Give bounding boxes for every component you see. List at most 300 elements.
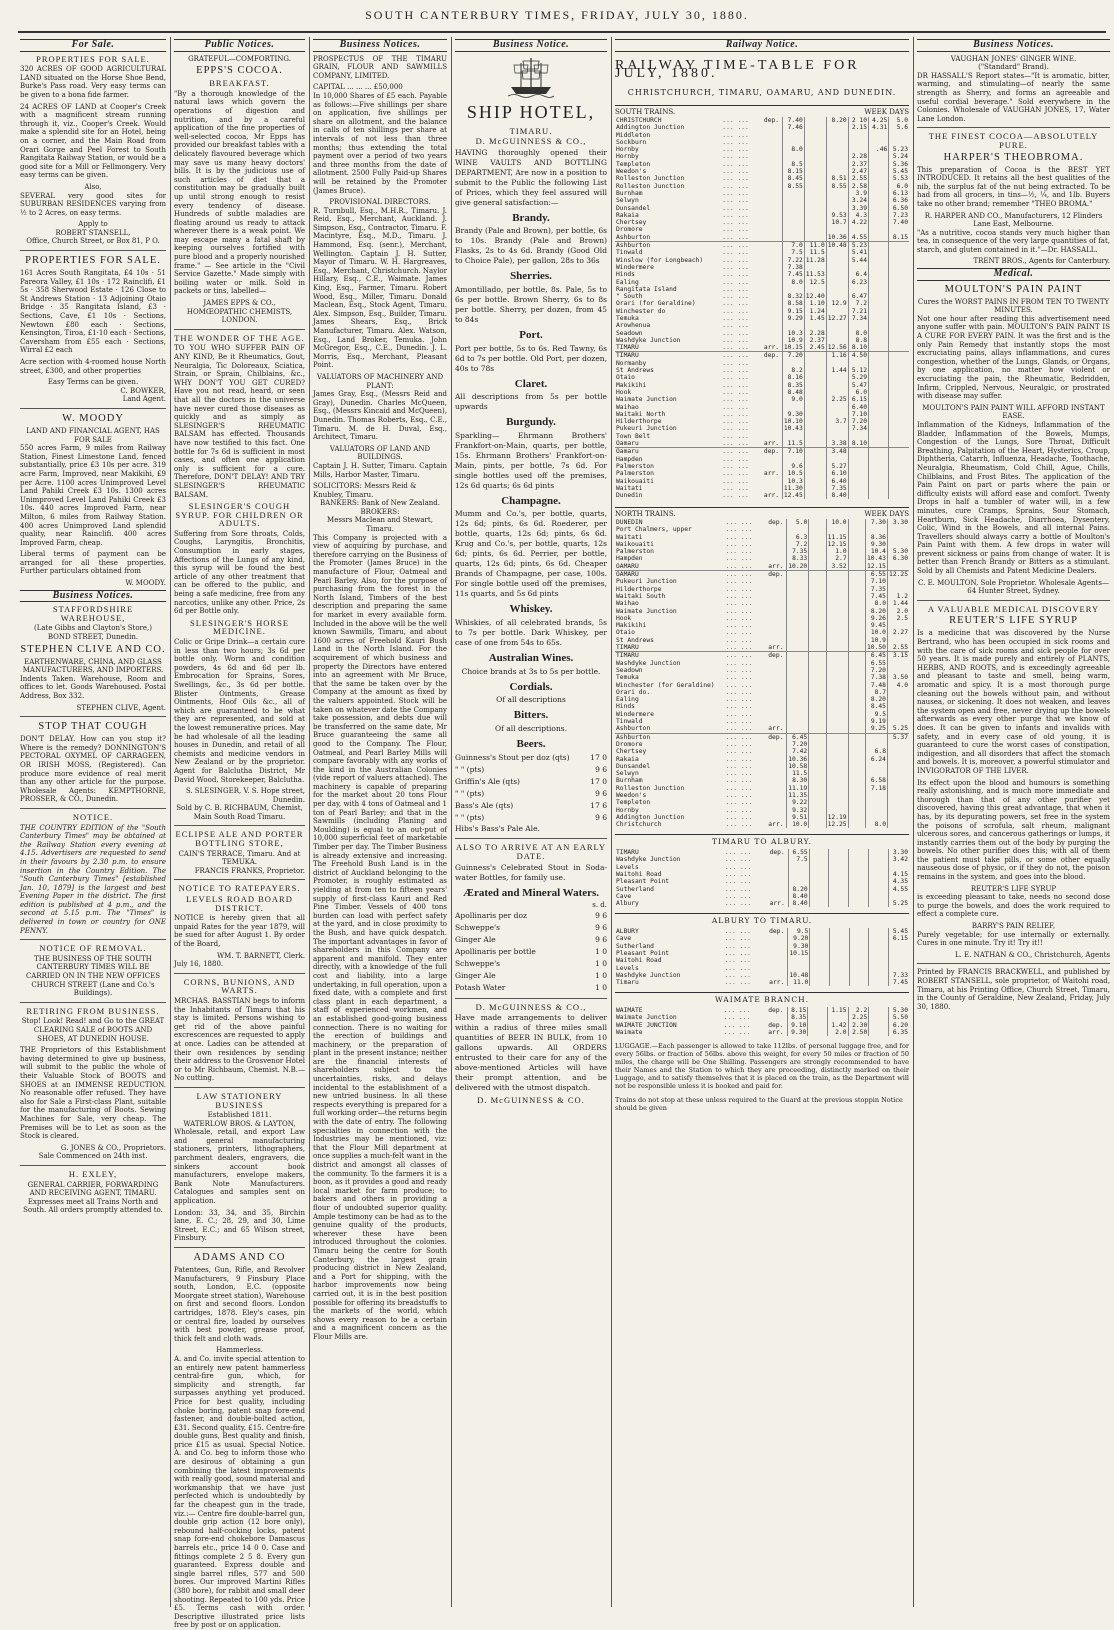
train-time — [826, 777, 848, 784]
section-heading: Business Notices. — [917, 39, 1110, 52]
train-time — [829, 893, 849, 900]
column-public-notices — [172, 37, 309, 1630]
train-time — [809, 893, 829, 900]
divider — [174, 1247, 305, 1248]
train-time — [848, 146, 868, 153]
train-time — [869, 433, 889, 440]
train-time — [804, 448, 826, 456]
timetable-row — [615, 637, 909, 644]
train-time — [826, 132, 848, 139]
train-time — [787, 571, 809, 579]
leader-dots: ... ... — [722, 278, 749, 286]
leader-dots: ... ... — [722, 175, 749, 183]
station-name: Hook — [616, 388, 632, 396]
train-time — [788, 864, 809, 871]
leader-dots: ... ... — [722, 367, 749, 375]
train-time — [804, 226, 826, 233]
train-time — [804, 440, 826, 448]
train-time: 8.7 — [866, 689, 888, 696]
leader-dots: ... ... — [725, 681, 753, 689]
train-time — [804, 234, 826, 242]
hotel-owner: D. McGUINNESS & CO., — [475, 1001, 587, 1012]
arr-dep-label — [763, 286, 782, 293]
train-time — [887, 821, 909, 828]
train-time — [804, 205, 826, 212]
train-time — [848, 615, 865, 622]
station-name: Washdyke Junction — [616, 659, 681, 667]
price-row — [455, 958, 607, 970]
ad-subtitle: BARRY'S PAIN RELIEF, — [971, 922, 1056, 931]
train-time — [787, 652, 809, 660]
train-time: 5.25 — [888, 900, 909, 907]
train-time: 8.20 — [788, 886, 809, 893]
leader-dots: ... ... — [724, 935, 751, 943]
train-time: 9.32 — [787, 807, 809, 814]
train-time — [804, 492, 826, 499]
item-price: 17 0 — [590, 753, 607, 763]
ad-title: THE FINEST COCOA—ABSOLUTELY PURE. — [928, 131, 1099, 150]
train-time — [889, 367, 909, 374]
train-time — [804, 139, 826, 146]
train-time: 3.24 — [848, 197, 868, 204]
section-heading: For Sale. — [20, 39, 166, 52]
train-time — [869, 132, 889, 139]
train-time — [869, 197, 889, 204]
leader-dots: ... ... — [724, 971, 751, 979]
train-time: 10.36 — [827, 233, 847, 241]
ad-body: Colic or Gripe Drink—a certain cure in less than two hours; 3s 6d per bottle only. Worm and condition powders, 4s 6d and 6d per lb. Embrocation for Sprains, Sores, Swellings, &c., 3s 6d per bottle. Blister Ointments, Grease Ointments, Hoof Oils &c., all of which are guaranteed to be what they are represented, and sold at the lowest remunerative prices. May be had wholesale of all the leading houses in Dunedin, and retail of all chemists and medicine vendors in New Zealand or by the proprietor. Agent for Balclutha District, Mr David Wood, Storekeeper, Balclutha. — [174, 638, 305, 784]
train-time — [849, 886, 869, 893]
price-row — [455, 970, 607, 982]
station-name: Oamaru — [615, 448, 721, 456]
price-list: Mumm and Co.'s, per bottle, quarts, 12s 6d; pints, 6s 6d. Roederer, per bottle, quarts, 12s 6d; pints, 6s 6d. Krug and Co.'s, per bottle, quarts, 12s 6d; pints, 6s 6d. Perrier, per bottle, quarts, 12s 6d; pints, 6s 6d. Cheaper Brands of Champagne, per case, 100s. For single bottle used off the premises, 11s quarts, and 5s 6d pints — [455, 509, 607, 599]
station-name: Windermere — [616, 710, 654, 718]
arr-dep-label — [767, 748, 787, 755]
station-name: OAMARU — [616, 562, 639, 570]
train-time — [826, 741, 848, 748]
train-time — [887, 792, 909, 799]
ad-title: H. EXLEY, — [68, 1168, 118, 1179]
ad-signature: JAMES EPPS & CO., HOMŒOPATHIC CHEMISTS, LONDON. — [186, 299, 293, 325]
leader-dots: ... ... — [725, 710, 753, 718]
train-time: 10.43 — [867, 555, 886, 563]
ad-signature: WM. T. BARNETT, Clerk. — [216, 951, 305, 960]
train-time — [848, 711, 865, 718]
train-time — [804, 433, 826, 440]
price-list: Of all descriptions — [496, 695, 566, 705]
station-name: Hilderthorpe — [616, 418, 662, 426]
train-time — [848, 264, 868, 271]
train-time — [868, 893, 888, 900]
train-time — [826, 205, 848, 212]
train-time: 1.44 — [826, 367, 848, 374]
station-name: Dromore — [616, 226, 643, 234]
train-time: 7.10 — [866, 578, 888, 585]
arr-dep-label — [768, 943, 788, 950]
leader-dots: ... ... — [722, 285, 749, 293]
train-time: 2.15 — [848, 124, 868, 131]
train-time — [829, 849, 849, 856]
timetable-row — [615, 448, 909, 456]
train-time: 3.9 — [848, 190, 868, 197]
timetable-row — [615, 792, 909, 799]
leader-dots: ... ... — [723, 1007, 751, 1014]
price-row — [455, 764, 607, 776]
train-time — [826, 785, 848, 792]
train-time: 7.33 — [888, 972, 909, 979]
station-name: Seadown — [616, 329, 643, 337]
train-time — [887, 660, 909, 667]
ad-title: ADAMS AND CO — [193, 1252, 286, 1263]
train-time: 9.15 — [782, 308, 804, 315]
train-time — [869, 1029, 888, 1036]
station-name: Levels — [616, 863, 639, 871]
train-time: 8.0 — [866, 821, 888, 828]
train-time: 3.50 — [887, 674, 909, 681]
train-time: 8.55 — [782, 183, 804, 190]
train-time — [804, 470, 826, 477]
arr-dep-label: dep. — [767, 733, 787, 741]
train-time — [782, 219, 804, 226]
train-time — [888, 893, 909, 900]
timetable-row — [615, 979, 909, 986]
train-time — [868, 886, 888, 893]
train-time: 7.23 — [889, 212, 909, 219]
train-time: 7.34 — [848, 425, 868, 432]
train-time — [848, 622, 865, 629]
train-time — [869, 212, 889, 219]
train-time: 8.0 — [782, 279, 804, 286]
train-time: 6.55 — [866, 660, 888, 667]
ad-title: W. MOODY — [62, 412, 124, 424]
train-time — [809, 578, 826, 585]
train-time — [809, 541, 826, 548]
item-price: 9 6 — [595, 765, 607, 775]
station-name: Cave — [616, 935, 632, 943]
ad-body: Acre section with 4-roomed house North street, £300, and other properties — [20, 358, 166, 375]
train-time: 5.29 — [848, 374, 868, 381]
train-time: 10.43 — [783, 425, 803, 433]
train-time — [849, 972, 869, 979]
train-time — [887, 785, 909, 792]
timetable-row — [615, 418, 909, 425]
train-time — [889, 463, 909, 470]
station-name: Hampden — [616, 455, 643, 463]
train-time: 8.35 — [787, 1014, 808, 1021]
price-row — [455, 800, 607, 812]
train-time: 9.19 — [866, 718, 888, 725]
station-name: Winchester (for Geraldine) — [616, 681, 715, 689]
arr-dep-label — [763, 279, 782, 286]
train-time: 8.15 — [782, 168, 804, 175]
train-time — [889, 300, 909, 307]
train-time: 7.35 — [826, 485, 848, 492]
station-name: ALBURY — [616, 928, 639, 936]
train-time — [829, 943, 849, 950]
train-time: 6.15 — [848, 396, 868, 403]
train-time — [869, 957, 889, 964]
train-time — [869, 271, 889, 278]
ad-date: July 16, 1880. — [174, 960, 224, 969]
train-time: 10.48 — [789, 971, 809, 979]
train-time — [787, 711, 809, 718]
leader-dots: ... ... — [725, 696, 753, 704]
train-time: 11.28 — [805, 256, 825, 264]
train-time — [809, 593, 826, 600]
train-time — [787, 615, 809, 622]
timetable-row — [615, 175, 909, 182]
train-time — [826, 226, 848, 233]
leader-dots: ... ... — [724, 878, 752, 886]
ad-title: NOTICE. — [72, 811, 114, 822]
train-time — [848, 563, 865, 571]
timetable-row — [615, 871, 909, 878]
train-time: 1.24 — [804, 308, 826, 315]
leader-dots: ... ... — [722, 197, 749, 205]
leader-dots: ... ... — [725, 562, 753, 570]
ad-body: Guinness's Celebrated Stout in Soda-water Bottles, for family use. — [455, 862, 607, 882]
train-time: 10.3 — [782, 478, 804, 485]
station-name: Rolleston Junction — [616, 182, 685, 190]
leader-dots: ... ... — [722, 124, 749, 132]
train-time: 6.55 — [866, 571, 888, 579]
train-time — [868, 849, 888, 856]
arr-dep-label — [767, 622, 787, 629]
leader-dots: ... ... — [722, 307, 749, 315]
leader-dots: ... ... — [723, 1021, 751, 1029]
ad-body: A. and Co. invite special attention to an entirely new patent hammerless central-fire gun, which, for simplicity and strength, far surpasses anything yet produced. Price for best quality, including choke boring, patent snap fore-end fastener, and double-bolted action, £31. Second quality, £15. Centre-fire double guns, Best quality and finish, price £15 as usual. Special Notice. A. and Co. beg to inform those who are desirous of obtaining a gun combining the latest improvements with really good, sound material and workmanship that we have just perfected which is undoubtedly by far the cheapest gun in the trade, viz.:— Centre fire double-barrel gun, double grip action (12 bore only), rebound half-cocking locks, patent snap fore-end chokebore Damascus barrels etc., price 14 0 0. Case and fittings complete 2 5 8. Every gun guaranteed. Express double and single barrel rifles, 577 and 500 bores. Our improved Martini Rifles (380 bore), for rabbit and small deer shooting. Repeated to 100 yds. Price £5. Terms cash with order. Descriptive illustrated price lists free by post or on application. — [174, 1354, 305, 1630]
train-time — [809, 748, 826, 755]
train-time — [848, 770, 865, 777]
train-time — [804, 389, 826, 396]
station-name: Waitati — [616, 533, 643, 541]
train-time: 5.30 — [887, 548, 909, 555]
train-time — [809, 703, 826, 710]
train-time — [804, 360, 826, 367]
train-time — [809, 871, 829, 878]
train-time — [868, 864, 888, 871]
train-time — [809, 785, 826, 792]
train-time: 5.12 — [848, 367, 868, 374]
train-time — [869, 234, 889, 242]
ad-body: Have made arrangements to deliver within a radius of three miles small quantities of BEER IN BULK, from 10 gallons upwards. All ORDERS entrusted to their care for any of the above-mentioned Articles will have their prompt attention, and be delivered with the utmost dispatch. — [455, 1013, 607, 1093]
train-time: 2.28 — [848, 153, 868, 160]
leader-dots: ... ... — [725, 592, 753, 600]
station-name: Otaio — [616, 374, 635, 382]
leader-dots: ... ... — [722, 271, 749, 279]
station-name: Waitati — [616, 484, 643, 492]
train-time — [809, 777, 826, 784]
divider — [455, 998, 607, 999]
arr-dep-label — [767, 526, 787, 533]
train-time — [826, 644, 848, 652]
train-time — [808, 1007, 827, 1014]
divider — [20, 250, 166, 251]
train-time — [782, 360, 804, 367]
item-name: Apollinaris per doz — [455, 910, 527, 920]
train-time — [809, 622, 826, 629]
arr-dep-label — [763, 433, 782, 440]
train-time — [848, 756, 865, 763]
train-time — [869, 1022, 888, 1029]
ad-body: NOTICE is hereby given that all unpaid Rates for the year 1879, will be sued for after August 1. By order of the Board, — [174, 914, 305, 948]
train-time: 4.25 — [869, 117, 889, 124]
arr-dep-label: arr. — [763, 470, 780, 478]
train-time: 8.10 — [848, 344, 868, 352]
train-time — [869, 382, 889, 389]
timetable-row — [615, 593, 909, 600]
train-time: 10.50 — [867, 644, 886, 652]
leader-dots: ... ... — [725, 555, 753, 563]
train-time: 9.5 — [788, 928, 810, 935]
arr-dep-label — [767, 799, 787, 806]
train-time — [869, 1007, 888, 1014]
train-time — [809, 864, 829, 871]
train-time — [804, 396, 826, 403]
train-time: 4.55 — [848, 234, 868, 242]
train-time — [848, 555, 865, 562]
timetable-row — [615, 264, 909, 271]
divider — [917, 127, 1110, 128]
leader-dots: ... ... — [722, 462, 749, 470]
leader-dots: ... ... — [724, 849, 752, 857]
timetable-row — [615, 470, 909, 477]
ad-title: PROPERTIES FOR SALE. — [25, 255, 161, 267]
train-time: 3.38 — [826, 440, 848, 448]
train-time — [809, 878, 829, 885]
timetable-row — [615, 190, 909, 197]
train-time — [826, 799, 848, 806]
train-time: 12.5 — [804, 279, 826, 286]
printer-imprint: Printed by FRANCIS BRACKWELL, and published by ROBERT STANSELL, sole proprietor, of Waitohi road, Timaru, at his Printing Office, Church Street, Timaru, in the County of Geraldine, New Zealand, Friday, July 30, 1880. — [917, 968, 1110, 1011]
arr-dep-label — [767, 660, 787, 667]
train-time — [849, 864, 869, 871]
train-time — [889, 425, 909, 432]
train-time: 8.16 — [782, 374, 804, 381]
item-name: " " (pts) — [455, 765, 485, 775]
station-name: Waihao — [616, 600, 639, 608]
train-time: 11.5 — [787, 770, 809, 777]
train-time — [829, 886, 849, 893]
train-time — [787, 682, 809, 689]
price-list: Of all descriptions. — [494, 723, 568, 733]
train-time — [887, 541, 909, 548]
leader-dots: ... ... — [722, 160, 749, 168]
timetable-row — [615, 748, 909, 755]
train-time — [782, 190, 804, 197]
train-time: 3.30 — [887, 519, 909, 526]
leader-dots: ... ... — [722, 344, 749, 352]
train-time — [889, 286, 909, 293]
price-heading: Bitters. — [513, 709, 549, 722]
station-name: Makikihi — [616, 622, 647, 630]
station-name: Oamaru — [616, 440, 639, 448]
train-time — [887, 586, 909, 593]
leader-dots: ... ... — [724, 870, 752, 878]
train-time: 10.58 — [788, 762, 808, 770]
train-time — [848, 660, 865, 667]
train-time — [889, 264, 909, 271]
train-time — [788, 871, 809, 878]
train-time: 8.40 — [788, 900, 809, 907]
ad-address: Office, Church Street, or Box 81, P O. — [26, 237, 160, 246]
train-time — [887, 763, 909, 770]
train-time — [809, 637, 826, 644]
train-time — [848, 652, 865, 660]
ad-body: THE COUNTRY EDITION of the "South Canterbury Times" may be obtained at the Railway Station every evening at 4.15. Advertisers are requested to send in their favours by 2.30 p.m. to ensure insertion in the Country Edition. The "South Canterbury Times" [established Jan. 10, 1879] is the largest and best Evening Paper in the district. The first edition is published at 4 p.m., and the second at 5.15 p.m. The "Times" is delivered in town or country for ONE PENNY. — [20, 823, 166, 935]
ad-body: Suffering from Sore throats, Colds, Coughs, Laryngitis, Bronchitis, Consumption in early stages, Affections of the Lungs of any kind, this syrup will be found the best article of any other treatment that can be offered to the public, and being a safe medicine, free from any narcotics, unlike any other. Price, 2s 6d per Bottle only. — [174, 529, 305, 616]
arr-dep-label — [763, 404, 782, 411]
train-time — [869, 411, 889, 418]
train-time: 4.31 — [869, 124, 889, 131]
station-name: Rolleston Junction — [616, 784, 685, 792]
station-name: Palmerston — [616, 548, 654, 556]
train-time: 2.47 — [848, 168, 868, 175]
train-time — [869, 456, 889, 463]
station-name: Chertsey — [616, 219, 647, 227]
ad-address: CAIN'S TERRACE, Timaru. And at TEMUKA. — [178, 849, 301, 867]
train-time: 7.38 — [866, 674, 888, 681]
train-time: 2.50 — [848, 1029, 869, 1036]
train-time — [804, 197, 826, 204]
arr-dep-label — [763, 293, 782, 300]
station-name: Burnham — [616, 777, 643, 785]
timetable-row — [615, 928, 909, 935]
train-time: 3.52 — [826, 563, 848, 571]
item-price: 17 0 — [590, 777, 607, 787]
leader-dots: ... ... — [725, 636, 753, 644]
train-time: 6.50 — [889, 205, 909, 212]
train-time: 2.2 — [848, 1007, 869, 1014]
train-time — [787, 593, 809, 600]
timetable-row — [615, 864, 909, 871]
price-list: Whiskies, of all celebrated brands, 5s to 7s per bottle. Dark Whiskey, per case of one from 54s to 65s. — [455, 617, 607, 647]
arr-dep-label: dep. — [763, 352, 782, 360]
station-name: Hornby — [616, 806, 639, 814]
station-name: Albury — [616, 900, 639, 908]
train-time: 2.25 — [826, 396, 848, 403]
train-time — [869, 492, 889, 499]
train-time — [887, 748, 909, 755]
item-price: 1 0 — [595, 958, 607, 968]
train-time — [889, 257, 909, 264]
leader-dots: ... ... — [722, 492, 749, 500]
ad-body: Captain J. H. Sutter, Timaru. Captain Mills, Harbor Master, Timaru. — [313, 461, 447, 479]
timetable-row — [615, 900, 909, 907]
column-railway — [613, 37, 913, 1607]
train-time — [810, 950, 830, 957]
station-name: DUNEDIN — [616, 519, 643, 526]
price-row — [455, 752, 607, 764]
train-time — [866, 526, 888, 533]
ad-body: This Company is projected with a view of acquiring by purchase, and therefore carrying on the Business of the Promoter (James Bruce) in the manufacture of Flour, Oatmeal and Pearl Barley. Also, for the purpose of purchasing from the forest in the North Island, Timbers of the best description and preparing the same for market in every available form. Included in the above will be the well known Sawmills, Timaru, and about 1600 acres of Freehold Kauri Bush Land in the North Island. For the acquirement of which business and property the Directors have entered into an agreement with Mr Bruce, that the same be taken over by the Company at the amount as fixed by the valuers appointed. Stock will be taken on whatever date the Company take possession, and debts due will be transferred on the same date, Mr Bruce guaranteeing the same all good to the Company. The Flour, Oatmeal, and Pearl Barley Mills will compare favorably with any works of the kind in the Australian Colonies (vide report of valuers attached). The machinery is capable of preparing for the market about 20 tons Flour per day, with 4 tons of Oatmeal and 1 ton of Pearl Barley; and that in the Sawmills (including Planing and Moulding) is equal to an out-put of 10,000 superficial feet of marketable Timber per day. The Timber Business is already extensive and increasing. The Freehold Bush Land is in the district of Auckland belonging to the Promoter, is roughly estimated as yielding at from ten to fifteen years' supply of first-class Kauri and Red Pine Timber. Vessels of 400 tons burden can load with perfect safety at the yard, and in close proximity to the Bush, and have quick despatch. The important advantages in favor of shareholders in this Company are apparent and manifold. They enter directly, with a knowledge of the full cost and liability, into a large undertaking, in full operation, upon a fixed date, with a complete and first class plant in each department, a staff of experienced workmen, and an established good-going business connection. There is no waiting for the erection of buildings and machinery, or the preparation of plant in the present instance; neither are the financial interests of shareholders subject to the uncertainties, risks, and delays incidental to the establishment of a new untried business. In all these respects everything is prepared for a full working order—the returns begin with the date of entry. The following specialties in connection with the Industries may be mentioned, viz: that the Flour Mill department at once supplies a much-felt want in the district and amongst all classes of the community. To the farmers it is a boon, as it provides a good and ready local market for farm produce; to bakers and others in providing a flour of undoubted superior quality. Ample testimony can be had as to the genuine quality of the products, wherever these have been introduced throughout the colonies. Timaru being the centre for South Canterbury, the largest grain producing district in New Zealand, and a Port for shipping, with the harbor improvements now being carried out, it is in the best position possible for offering its breadstuffs to the markets of the world, which shows every reason to be a certain and a magnificent concern as the Flour Mills are. — [313, 533, 447, 1341]
train-time: 12.19 — [827, 813, 847, 821]
item-price: 1 0 — [595, 970, 607, 980]
train-time — [848, 785, 865, 792]
train-time: 4.22 — [848, 219, 868, 226]
train-time — [869, 950, 889, 957]
train-time — [826, 637, 848, 644]
train-time — [848, 600, 865, 607]
train-time — [826, 425, 848, 432]
train-time — [829, 878, 849, 885]
train-time — [804, 168, 826, 175]
station-name: Temuka — [616, 674, 639, 682]
train-time — [809, 571, 826, 579]
leader-dots: ... ... — [722, 211, 749, 219]
train-time — [829, 856, 849, 863]
train-time — [869, 374, 889, 381]
